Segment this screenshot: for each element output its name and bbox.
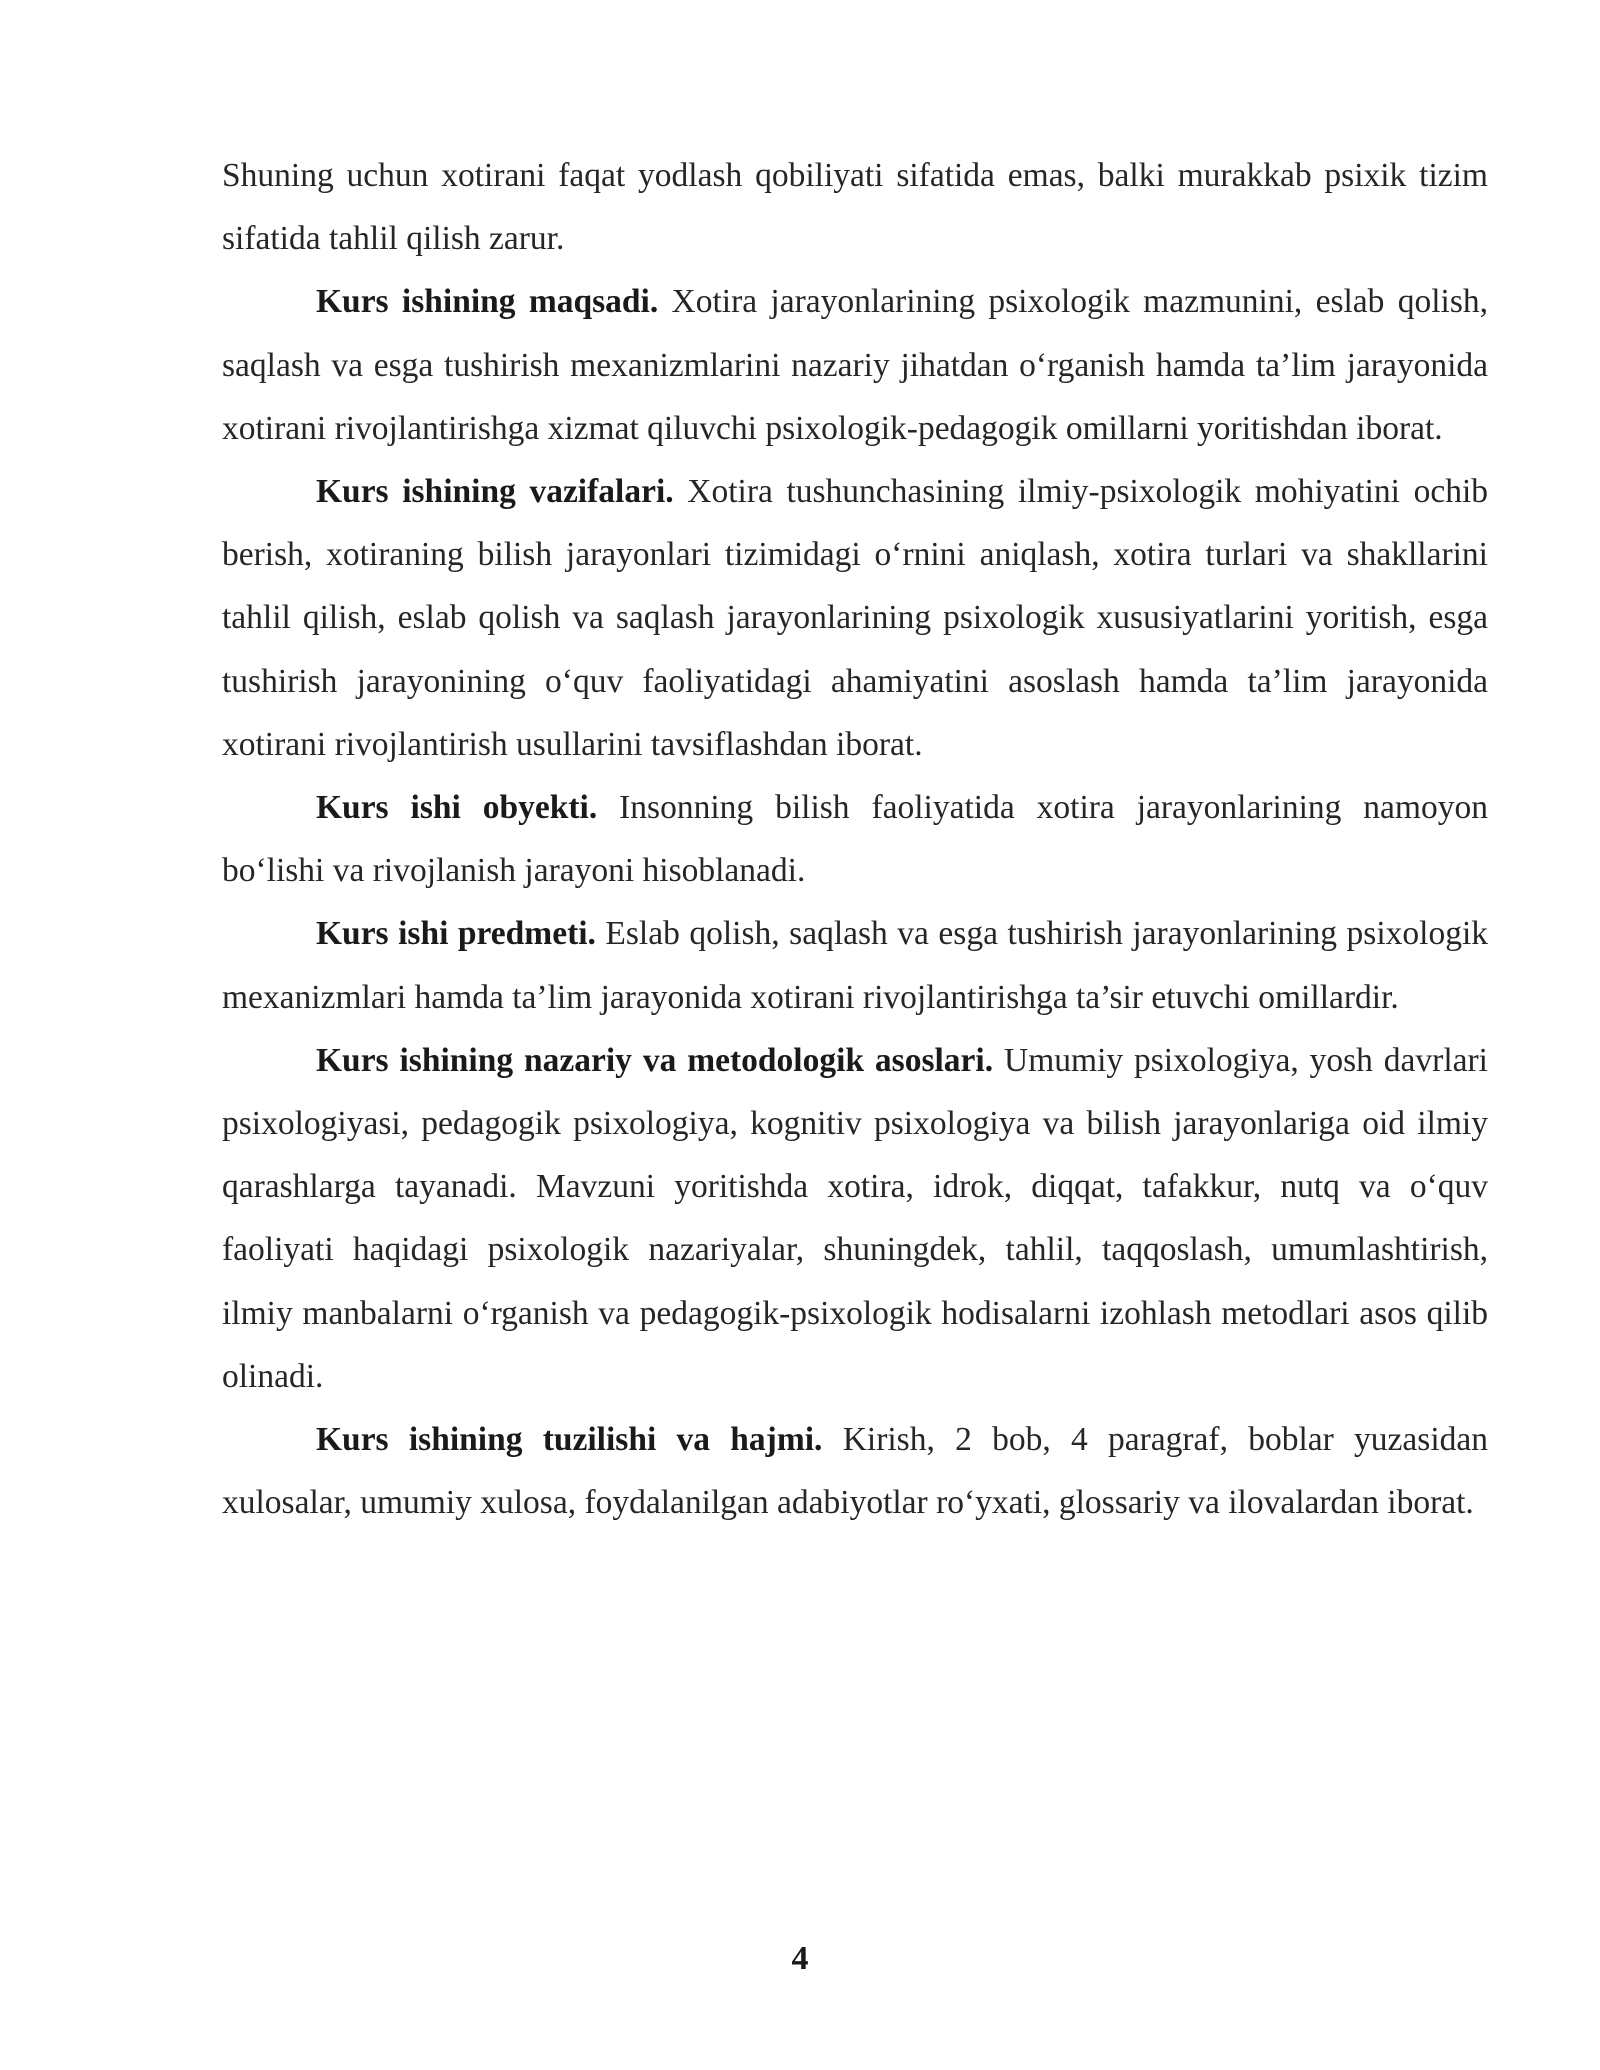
paragraph-text: Xotira tushunchasining ilmiy-psixologik mohiyatini ochib berish, xotiraning bilish jarayonlari tizimidagi o‘rnini aniqlash, xotira turlari va shakllarini tahlil qilish, eslab qolish va saqlash jarayonlarining psixologik xususiyatlarini yoritish, esga tushirish jarayonining o‘quv faoliyatidagi ahamiyatini asoslash hamda ta’lim jarayonida xotirani rivojlantirish usullarini tavsiflashdan iborat. xyxy=(222,473,1488,763)
paragraph-purpose xyxy=(222,270,1488,460)
paragraph-text: Shuning uchun xotirani faqat yodlash qobiliyati sifatida emas, balki murakkab psixik tizim sifatida tahlil qilish zarur. xyxy=(222,157,1488,258)
paragraph-heading: Kurs ishining nazariy va metodologik asoslari. xyxy=(316,1041,994,1079)
paragraph-heading: Kurs ishining vazifalari. xyxy=(316,473,674,511)
paragraph-subject xyxy=(222,902,1488,1028)
paragraph-object xyxy=(222,776,1488,902)
paragraph-heading: Kurs ishining tuzilishi va hajmi. xyxy=(316,1421,823,1459)
paragraph-text: Insonning bilish faoliyatida xotira jarayonlarining namoyon bo‘lishi va rivojlanish jarayoni hisoblanadi. xyxy=(222,789,1488,890)
paragraph-heading: Kurs ishi predmeti. xyxy=(316,915,596,953)
paragraph-intro-continuation xyxy=(222,144,1488,270)
page-body xyxy=(222,144,1488,1534)
paragraph-text: Kirish, 2 bob, 4 paragraf, boblar yuzasidan xulosalar, umumiy xulosa, foydalanilgan adabiyotlar ro‘yxati, glossariy va ilovalardan iborat. xyxy=(222,1421,1489,1522)
paragraph-heading: Kurs ishi obyekti. xyxy=(316,789,598,827)
paragraph-tasks xyxy=(222,460,1488,776)
paragraph-structure xyxy=(222,1408,1488,1534)
paragraph-text: Eslab qolish, saqlash va esga tushirish jarayonlarining psixologik mexanizmlari hamda ta’lim jarayonida xotirani rivojlantirishga ta’sir etuvchi omillardir. xyxy=(222,915,1488,1016)
paragraph-text: Umumiy psixologiya, yosh davrlari psixologiyasi, pedagogik psixologiya, kognitiv psixologiya va bilish jarayonlariga oid ilmiy qarashlarga tayanadi. Mavzuni yoritishda xotira, idrok, diqqat, tafakkur, nutq va o‘quv faoliyati haqidagi psixologik nazariyalar, shuningdek, tahlil, taqqoslash, umumlashtirish, ilmiy manbalarni o‘rganish va pedagogik-psixologik hodisalarni izohlash metodlari asos qilib olinadi. xyxy=(222,1041,1488,1395)
paragraph-heading: Kurs ishining maqsadi. xyxy=(316,283,659,321)
paragraph-methodology xyxy=(222,1029,1488,1408)
page-number: 4 xyxy=(791,1940,809,1977)
paragraph-text: Xotira jarayonlarining psixologik mazmunini, eslab qolish, saqlash va esga tushirish mexanizmlarini nazariy jihatdan o‘rganish hamda ta’lim jarayonida xotirani rivojlantirishga xizmat qiluvchi psixologik-pedagogik omillarni yoritishdan iborat. xyxy=(222,283,1488,447)
